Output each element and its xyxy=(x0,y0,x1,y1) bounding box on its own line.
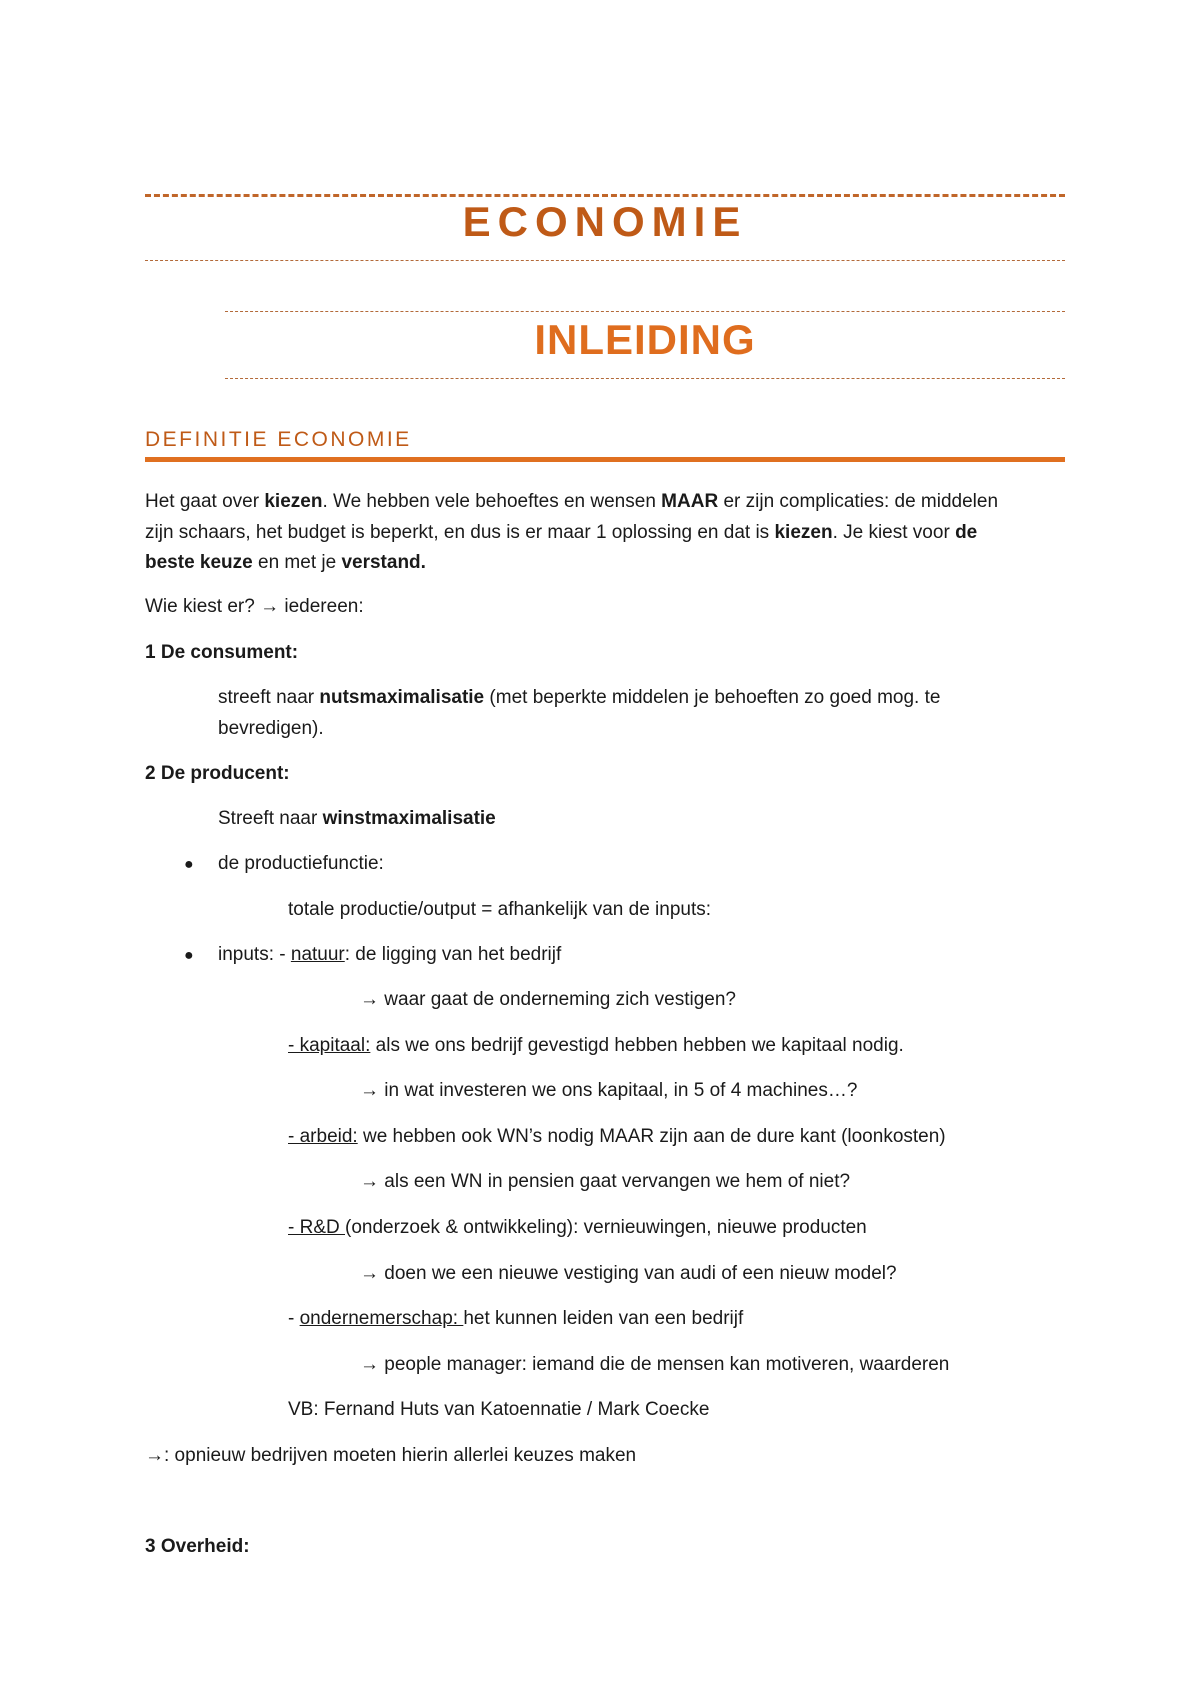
section-heading: DEFINITIE ECONOMIE xyxy=(145,428,412,451)
example-line: VB: Fernand Huts van Katoennatie / Mark Coecke xyxy=(288,1399,710,1420)
bullet-icon: ● xyxy=(184,856,194,873)
subtitle-rule-top xyxy=(225,311,1065,312)
rd-question: → doen we een nieuwe vestiging van audi of een nieuw model? xyxy=(360,1263,897,1284)
inputs-natuur: inputs: - natuur: de ligging van het bedrijf xyxy=(218,944,562,965)
arrow-right-icon: → xyxy=(360,1354,379,1375)
intro-line-2: zijn schaars, het budget is beperkt, en dus is er maar 1 oplossing en dat is kiezen. Je kiest voor de xyxy=(145,522,978,543)
arrow-right-icon: → xyxy=(360,1171,379,1192)
title-rule-top xyxy=(145,194,1065,197)
overheid-heading: 3 Overheid: xyxy=(145,1536,250,1557)
consument-line-2: bevredigen). xyxy=(218,718,324,739)
chapter-title: INLEIDING xyxy=(534,316,756,363)
consument-line-1: streeft naar nutsmaximalisatie (met beperkte middelen je behoeften zo goed mog. te xyxy=(218,687,941,708)
arrow-right-icon: → xyxy=(360,989,379,1010)
title-rule-bottom xyxy=(145,260,1065,261)
arbeid-question: → als een WN in pensien gaat vervangen we hem of niet? xyxy=(360,1171,851,1192)
inputs-arbeid: - arbeid: we hebben ook WN’s nodig MAAR zijn aan de dure kant (loonkosten) xyxy=(288,1126,946,1147)
consument-heading: 1 De consument: xyxy=(145,642,299,663)
conclusion-line: →: opnieuw bedrijven moeten hierin allerlei keuzes maken xyxy=(145,1445,637,1466)
arrow-right-icon: → xyxy=(360,1263,379,1284)
document-title: ECONOMIE xyxy=(462,198,748,245)
natuur-question: → waar gaat de onderneming zich vestigen? xyxy=(360,989,737,1010)
inputs-rd: - R&D (onderzoek & ontwikkeling): vernieuwingen, nieuwe producten xyxy=(288,1217,867,1238)
inputs-kapitaal: - kapitaal: als we ons bedrijf gevestigd hebben hebben we kapitaal nodig. xyxy=(288,1035,904,1056)
arrow-right-icon: → xyxy=(260,596,280,617)
productiefunctie-label: de productiefunctie: xyxy=(218,853,384,874)
section-rule xyxy=(145,457,1065,462)
ondernemerschap-question: → people manager: iemand die de mensen kan motiveren, waarderen xyxy=(360,1354,950,1375)
subtitle-rule-bottom xyxy=(225,378,1065,379)
inputs-ondernemerschap: - ondernemerschap: het kunnen leiden van een bedrijf xyxy=(288,1308,744,1329)
arrow-right-icon: → xyxy=(360,1080,379,1101)
productiefunctie-detail: totale productie/output = afhankelijk van de inputs: xyxy=(288,899,712,920)
intro-line-1: Het gaat over kiezen. We hebben vele behoeftes en wensen MAAR er zijn complicaties: de middelen xyxy=(145,491,999,512)
arrow-right-icon: → xyxy=(145,1445,164,1466)
producent-heading: 2 De producent: xyxy=(145,763,290,784)
producent-goal: Streeft naar winstmaximalisatie xyxy=(218,808,496,829)
kapitaal-question: → in wat investeren we ons kapitaal, in 5 of 4 machines…? xyxy=(360,1080,858,1101)
who-chooses: Wie kiest er? → iedereen: xyxy=(145,596,364,617)
bullet-icon: ● xyxy=(184,947,194,964)
intro-line-3: beste keuze en met je verstand. xyxy=(145,552,426,573)
